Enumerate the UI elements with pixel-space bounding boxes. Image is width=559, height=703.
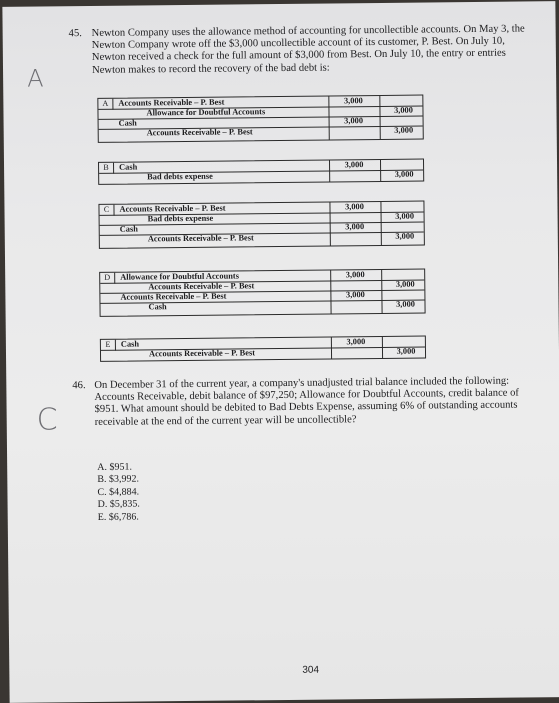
page-number: 304 (302, 664, 320, 676)
answer-option: B. $3,992. (97, 473, 140, 486)
credit-amount: 3,000 (394, 125, 414, 135)
account-name: Bad debts expense (147, 171, 213, 182)
credit-amount: 3,000 (394, 105, 413, 115)
question-line: On December 31 of the current year, a company's unadjusted trial balance included the following: (94, 375, 510, 391)
choice-letter: D (100, 273, 115, 284)
entry-row (100, 232, 424, 245)
debit-amount: 3,000 (344, 116, 364, 126)
entry-row (99, 170, 423, 183)
handwritten-answer: C (36, 402, 58, 438)
journal-entry-choice-c (98, 201, 424, 249)
credit-amount: 3,000 (396, 346, 416, 356)
credit-amount: 3,000 (395, 211, 415, 221)
entry-row (101, 347, 425, 360)
choice-letter: C (99, 205, 114, 216)
journal-entry-choice-a (97, 95, 423, 143)
debit-amount: 3,000 (345, 290, 365, 300)
question-number: 45. (68, 28, 82, 40)
entry-row (100, 300, 424, 313)
journal-entry-choice-b (98, 159, 424, 185)
account-name: Accounts Receivable – P. Best (148, 281, 255, 292)
choice-letter: E (101, 340, 116, 351)
account-name: Accounts Receivable – P. Best (148, 348, 256, 359)
worksheet-page (2, 1, 559, 703)
account-name: Accounts Receivable – P. Best (118, 97, 225, 108)
journal-entry-choice-d (99, 269, 425, 317)
answer-option: A. $951. (97, 461, 132, 473)
credit-amount: 3,000 (395, 231, 415, 241)
account-name: Cash (118, 118, 137, 128)
debit-amount: 3,000 (346, 337, 366, 347)
account-name: Cash (119, 224, 138, 234)
question-line: Newton received a check for the full amount of $3,000 from Best. On July 10, the entry or entries (91, 48, 506, 64)
entry-row (99, 126, 423, 139)
question-line: Newton Company uses the allowance method of accounting for uncollectible accounts. On May 3, the (91, 23, 525, 39)
question-45 (69, 23, 540, 88)
question-number: 46. (72, 380, 86, 392)
question-line: Accounts Receivable, debit balance of $97,250; Allowance for Doubtful Accounts, credit balance of (94, 387, 520, 404)
account-name: Allowance for Doubtful Accounts (146, 107, 266, 118)
answer-option: D. $5,835. (97, 498, 140, 511)
answer-option: E. $6,786. (97, 511, 139, 523)
debit-amount: 3,000 (344, 160, 364, 170)
debit-amount: 3,000 (345, 222, 365, 232)
answer-options (97, 462, 140, 524)
debit-amount: 3,000 (345, 202, 364, 212)
question-46 (72, 375, 543, 440)
account-name: Cash (148, 302, 167, 312)
credit-amount: 3,000 (396, 299, 415, 309)
choice-letter: A (98, 99, 113, 110)
debit-amount: 3,000 (343, 96, 363, 106)
journal-entry-choice-e (100, 335, 426, 361)
account-name: Accounts Receivable – P. Best (147, 233, 254, 244)
account-name: Bad debts expense (147, 213, 214, 224)
account-name: Accounts Receivable – P. Best (146, 127, 253, 138)
credit-amount: 3,000 (395, 279, 415, 289)
choice-letter: B (99, 163, 114, 174)
question-line: receivable at the end of the current year will be uncollectible? (94, 413, 357, 428)
handwritten-answer: A (26, 64, 44, 93)
question-line: $951. What amount should be debited to Bad Debts Expense, assuming 6% of outstanding accounts (94, 399, 518, 416)
account-name: Cash (120, 339, 140, 349)
answer-option: C. $4,884. (97, 486, 140, 498)
account-name: Cash (119, 162, 138, 172)
credit-amount: 3,000 (394, 169, 414, 179)
account-name: Accounts Receivable – P. Best (119, 203, 226, 214)
account-name: Allowance for Doubtful Accounts (120, 271, 239, 282)
account-name: Accounts Receivable – P. Best (120, 291, 227, 302)
question-line: Newton makes to record the recovery of the bad debt is: (91, 62, 330, 76)
debit-amount: 3,000 (345, 270, 365, 280)
question-line: Newton Company wrote off the $3,000 uncollectible account of its customer, P. Best. On July 10, (91, 35, 505, 52)
